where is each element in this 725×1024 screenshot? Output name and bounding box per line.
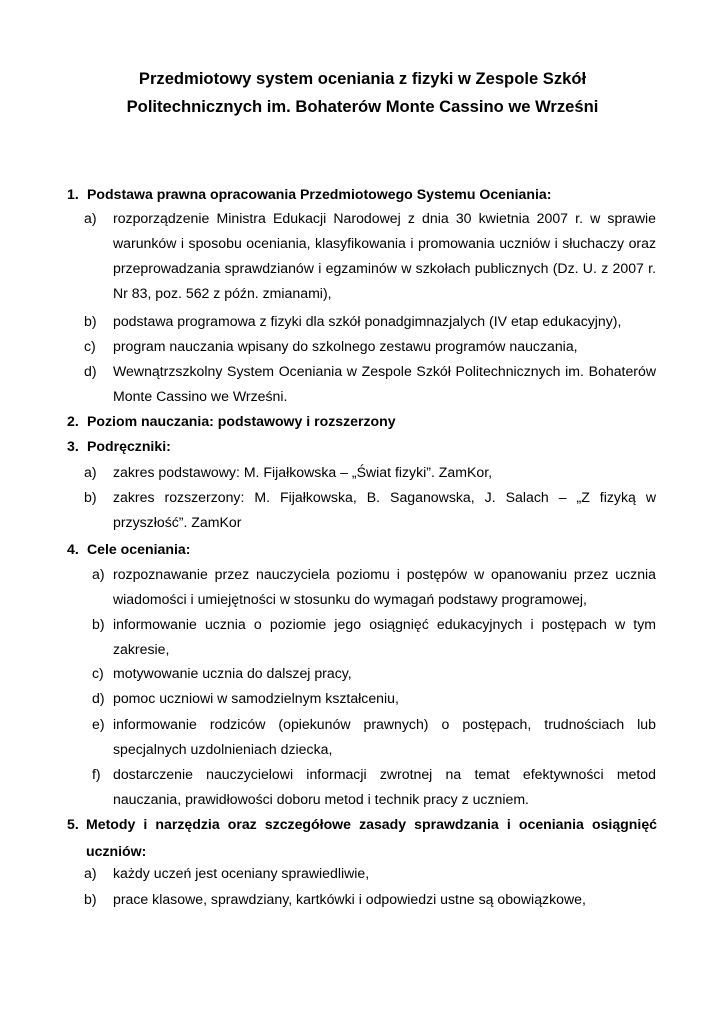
- section-1-heading: [67, 184, 551, 204]
- list-item-text: pomoc uczniowi w samodzielnym kształceniu,: [113, 690, 399, 706]
- list-item-label: d): [92, 690, 105, 706]
- document-title-line-2: Politechnicznych im. Bohaterów Monte Cassino we Wrześni: [126, 97, 599, 116]
- list-item-label: a): [84, 210, 97, 226]
- list-item-text: dostarczenie nauczycielowi informacji zwrotnej na temat efektywności metod nauczania, prawidłowości doboru metod i technik pracy z uczniem.: [113, 766, 656, 807]
- list-item-label: b): [92, 616, 105, 632]
- list-item-text: każdy uczeń jest oceniany sprawiedliwie,: [113, 865, 370, 881]
- list-item-text: zakres rozszerzony: M. Fijałkowska, B. Saganowska, J. Salach – „Z fizyką w przyszłość”. ZamKor: [113, 489, 656, 530]
- list-item-text: informowanie ucznia o poziomie jego osiągnięć edukacyjnych i postępach w tym zakresie,: [113, 616, 656, 657]
- section-number: 1.: [67, 186, 79, 202]
- list-item-label: b): [84, 489, 97, 505]
- section-title: Podstawa prawna opracowania Przedmiotowego Systemu Oceniania:: [87, 186, 552, 202]
- list-item-text: motywowanie ucznia do dalszej pracy,: [113, 665, 352, 681]
- list-item-text: Wewnątrzszkolny System Oceniania w Zespole Szkół Politechnicznych im. Bohaterów Monte Cassino we Wrześni.: [113, 363, 656, 404]
- list-item-label: d): [84, 363, 97, 379]
- list-item-text: informowanie rodziców (opiekunów prawnych) o postępach, trudnościach lub specjalnych uzdolnieniach dziecka,: [113, 716, 656, 757]
- list-item-label: b): [84, 313, 97, 329]
- list-item-label: e): [92, 716, 105, 732]
- document-title-line-1: Przedmiotowy system oceniania z fizyki w Zespole Szkół: [138, 69, 587, 88]
- section-number: 5.: [67, 816, 79, 832]
- list-item-text: podstawa programowa z fizyki dla szkół ponadgimnazjalych (IV etap edukacyjny),: [113, 313, 622, 329]
- section-title: Podręczniki:: [87, 438, 171, 454]
- list-item: [84, 206, 657, 306]
- section-title: Cele oceniania:: [87, 541, 191, 557]
- list-item-text: rozporządzenie Ministra Edukacji Narodowej z dnia 30 kwietnia 2007 r. w sprawie warunków i sposobu oceniania, klasyfikowania i promowania uczniów i słuchaczy oraz przeprowadzania sprawdzianów i egzaminów w szkołach publicznych (Dz. U. z 2007 r. Nr 83, poz. 562 z późn. zmianami),: [113, 210, 656, 301]
- list-item-label: a): [84, 464, 97, 480]
- section-number: 4.: [67, 541, 79, 557]
- section-title: Metody i narzędzia oraz szczegółowe zasady sprawdzania i oceniania osiągnięć uczniów:: [86, 816, 657, 859]
- section-4-heading: [67, 539, 190, 559]
- list-item-text: zakres podstawowy: M. Fijałkowska – „Świat fizyki”. ZamKor,: [113, 464, 493, 480]
- section-3-heading: [67, 436, 171, 456]
- section-title: Poziom nauczania: podstawowy i rozszerzony: [87, 413, 396, 429]
- section-2-heading: [67, 411, 396, 431]
- section-number: 2.: [67, 413, 79, 429]
- list-item-label: a): [92, 566, 105, 582]
- list-item-label: c): [84, 338, 96, 354]
- list-item-label: c): [92, 665, 104, 681]
- section-number: 3.: [67, 438, 79, 454]
- list-item-text: program nauczania wpisany do szkolnego zestawu programów nauczania,: [113, 338, 578, 354]
- list-item-label: f): [92, 766, 101, 782]
- list-item-label: b): [84, 891, 97, 907]
- list-item-label: a): [84, 865, 97, 881]
- list-item-text: prace klasowe, sprawdziany, kartkówki i odpowiedzi ustne są obowiązkowe,: [113, 891, 586, 907]
- list-item-text: rozpoznawanie przez nauczyciela poziomu i postępów w opanowaniu przez ucznia wiadomości i umiejętności w stosunku do wymagań podstawy programowej,: [113, 566, 656, 607]
